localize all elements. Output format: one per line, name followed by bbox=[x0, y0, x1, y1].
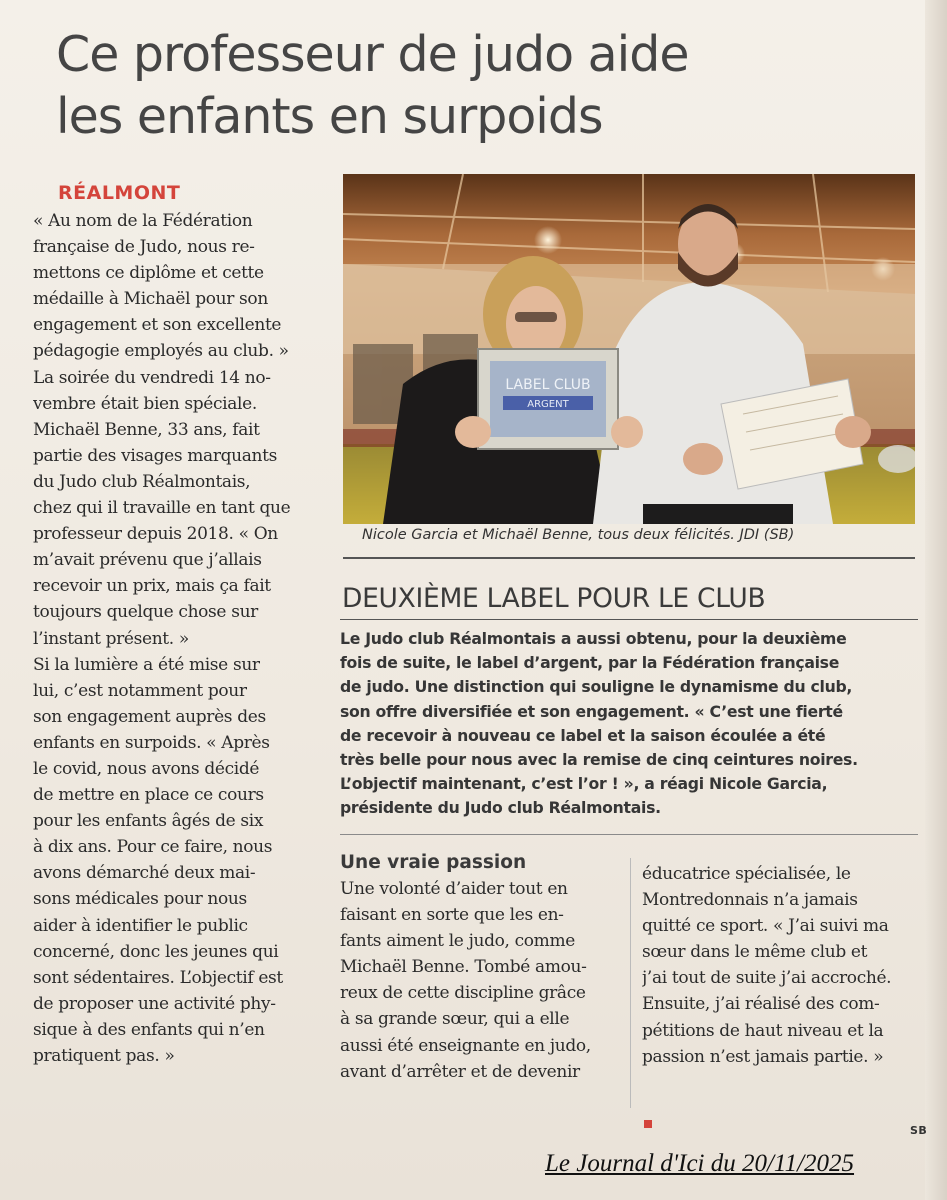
text-line: de judo. Une distinction qui souligne le dynamisme du club, bbox=[340, 677, 853, 697]
author-initials: SB bbox=[910, 1124, 928, 1137]
text-line: vembre était bien spéciale. bbox=[33, 393, 257, 414]
text-line: avons démarché deux mai- bbox=[33, 863, 256, 884]
end-mark-square bbox=[644, 1120, 652, 1128]
article-headline bbox=[56, 24, 916, 148]
text-line: lui, c’est notamment pour bbox=[33, 680, 247, 701]
text-line: Michaël Benne. Tombé amou- bbox=[340, 957, 587, 978]
caption-rule bbox=[343, 557, 915, 559]
text-line: du Judo club Réalmontais, bbox=[33, 471, 251, 492]
box-column-left bbox=[340, 876, 620, 1085]
text-line: chez qui il travaille en tant que bbox=[33, 498, 291, 519]
text-line: de proposer une activité phy- bbox=[33, 993, 276, 1014]
text-line: pratiquent pas. » bbox=[33, 1046, 175, 1066]
box-heading: Une vraie passion bbox=[340, 852, 527, 873]
lede-rule bbox=[340, 834, 918, 835]
text-line: reux de cette discipline grâce bbox=[340, 983, 586, 1004]
text-line: Une volonté d’aider tout en bbox=[340, 879, 568, 899]
text-line: Montredonnais n’a jamais bbox=[642, 890, 858, 911]
text-line: présidente du Judo club Réalmontais. bbox=[340, 798, 661, 818]
text-line: avant d’arrêter et de devenir bbox=[340, 1061, 580, 1082]
text-line: Ensuite, j’ai réalisé des com- bbox=[642, 994, 880, 1015]
text-line: sons médicales pour nous bbox=[33, 889, 247, 910]
photo-caption: Nicole Garcia et Michaël Benne, tous deux félicités. JDI (SB) bbox=[362, 527, 795, 543]
text-line: quitté ce sport. « J’ai suivi ma bbox=[642, 916, 889, 937]
text-line: « Au nom de la Fédération bbox=[33, 211, 253, 231]
text-line: faisant en sorte que les en- bbox=[340, 905, 564, 926]
text-line: l’instant présent. » bbox=[33, 628, 189, 649]
text-line: La soirée du vendredi 14 no- bbox=[33, 367, 271, 388]
text-line: passion n’est jamais partie. » bbox=[642, 1046, 884, 1067]
text-line: médaille à Michaël pour son bbox=[33, 289, 268, 310]
text-line: Michaël Benne, 33 ans, fait bbox=[33, 419, 260, 440]
text-line: de recevoir à nouveau ce label et la saison écoulée a été bbox=[340, 725, 826, 745]
text-line: aussi été enseignante en judo, bbox=[340, 1035, 591, 1056]
text-line: L’objectif maintenant, c’est l’or ! », a réagi Nicole Garcia, bbox=[340, 774, 828, 794]
headline-line-1: Ce professeur de judo aide bbox=[56, 26, 689, 83]
text-line: sœur dans le même club et bbox=[642, 942, 868, 963]
text-line: à dix ans. Pour ce faire, nous bbox=[33, 837, 273, 858]
text-line: j’ai tout de suite j’ai accroché. bbox=[642, 968, 892, 989]
text-line: éducatrice spécialisée, le bbox=[642, 864, 851, 884]
text-line: fants aiment le judo, comme bbox=[340, 931, 575, 952]
text-line: son engagement auprès des bbox=[33, 706, 266, 727]
subhead-rule bbox=[340, 619, 918, 620]
text-line: concerné, donc les jeunes qui bbox=[33, 941, 279, 962]
box-column-right bbox=[642, 861, 937, 1070]
section-subhead: DEUXIÈME LABEL POUR LE CLUB bbox=[342, 583, 766, 614]
column-divider bbox=[630, 858, 631, 1108]
text-line: très belle pour nous avec la remise de cinq ceintures noires. bbox=[340, 749, 858, 769]
text-line: son offre diversifiée et son engagement. « C’est une fierté bbox=[340, 701, 843, 721]
text-line: mettons ce diplôme et cette bbox=[33, 263, 264, 284]
text-line: Le Judo club Réalmontais a aussi obtenu, pour la deuxième bbox=[340, 629, 847, 648]
text-line: française de Judo, nous re- bbox=[33, 237, 255, 258]
text-line: à sa grande sœur, qui a elle bbox=[340, 1009, 570, 1030]
text-line: sique à des enfants qui n’en bbox=[33, 1019, 265, 1040]
sign-line-2: ARGENT bbox=[527, 399, 569, 410]
text-line: enfants en surpoids. « Après bbox=[33, 732, 270, 753]
text-line: engagement et son excellente bbox=[33, 315, 282, 336]
text-line: sont sédentaires. L’objectif est bbox=[33, 967, 283, 988]
article-column-1 bbox=[33, 208, 316, 1069]
text-line: recevoir un prix, mais ça fait bbox=[33, 576, 271, 597]
text-line: partie des visages marquants bbox=[33, 445, 277, 466]
text-line: pétitions de haut niveau et la bbox=[642, 1020, 884, 1041]
text-line: pédagogie employés au club. » bbox=[33, 341, 289, 362]
lede-paragraph bbox=[340, 627, 930, 821]
sign-line-1: LABEL CLUB bbox=[505, 377, 591, 393]
text-line: fois de suite, le label d’argent, par la Fédération française bbox=[340, 653, 840, 673]
text-line: professeur depuis 2018. « On bbox=[33, 524, 278, 545]
headline-line-2: les enfants en surpoids bbox=[56, 88, 603, 145]
text-line: le covid, nous avons décidé bbox=[33, 758, 260, 779]
source-footer: Le Journal d'Ici du 20/11/2025 bbox=[545, 1150, 855, 1177]
dateline: RÉALMONT bbox=[58, 182, 181, 204]
text-line: pour les enfants âgés de six bbox=[33, 811, 264, 832]
text-line: de mettre en place ce cours bbox=[33, 785, 264, 806]
article-photo bbox=[343, 174, 915, 524]
text-line: toujours quelque chose sur bbox=[33, 602, 258, 623]
text-line: m’avait prévenu que j’allais bbox=[33, 550, 262, 571]
text-line: Si la lumière a été mise sur bbox=[33, 654, 260, 675]
text-line: aider à identifier le public bbox=[33, 915, 248, 936]
